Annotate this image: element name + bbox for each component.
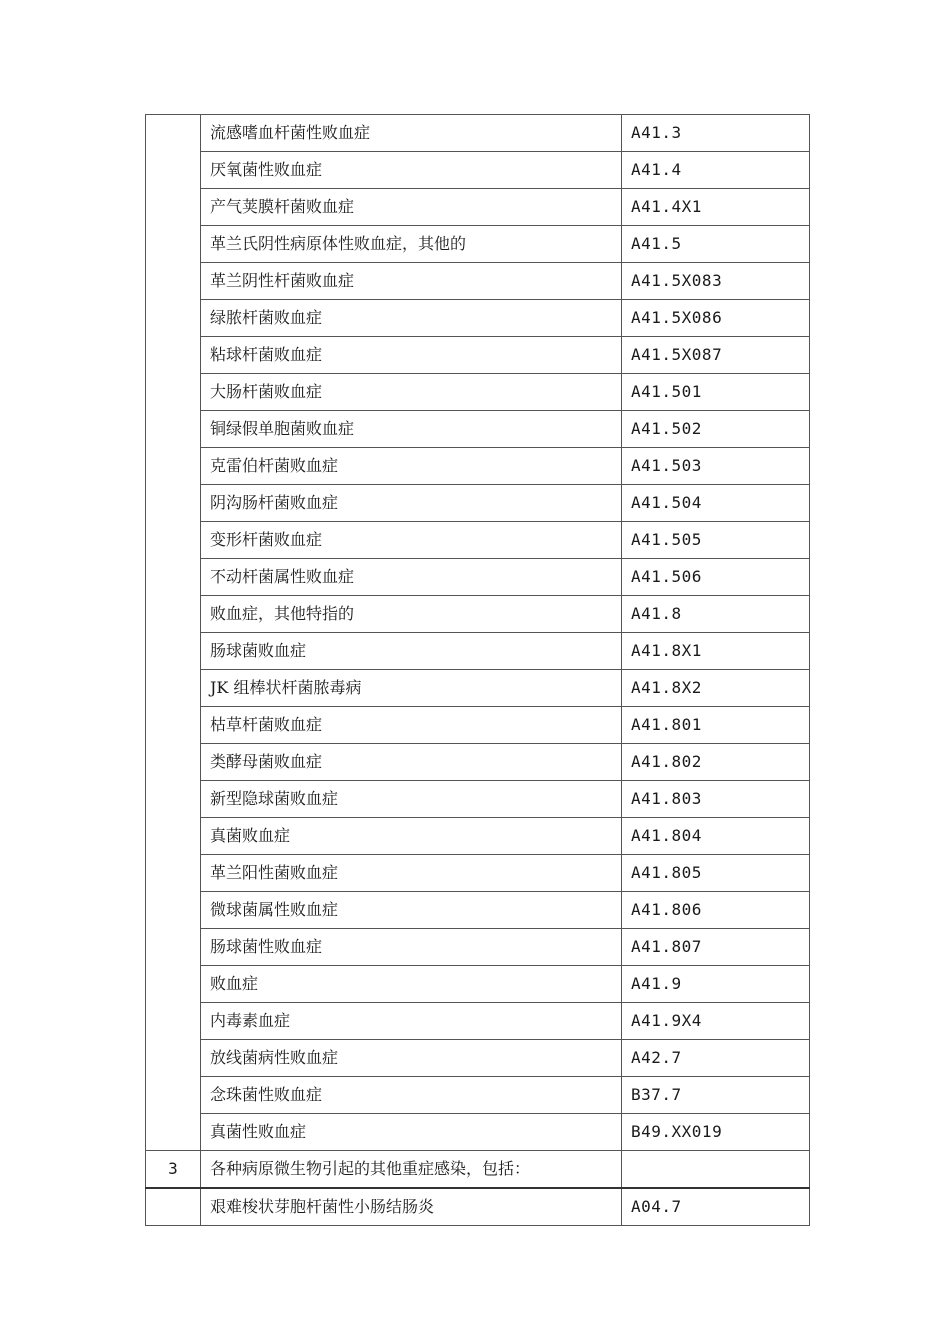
table-row xyxy=(146,226,810,263)
table-row xyxy=(146,818,810,855)
table-row xyxy=(146,966,810,1003)
diagnosis-code: A41.501 xyxy=(622,374,810,411)
table-row xyxy=(146,633,810,670)
diagnosis-code: A41.804 xyxy=(622,818,810,855)
diagnosis-code: A41.8X2 xyxy=(622,670,810,707)
table-row xyxy=(146,929,810,966)
item-number-cell xyxy=(146,1188,201,1226)
table-row xyxy=(146,300,810,337)
table-row xyxy=(146,152,810,189)
diagnosis-name: 类酵母菌败血症 xyxy=(201,744,622,781)
table-row xyxy=(146,892,810,929)
diagnosis-name: 铜绿假单胞菌败血症 xyxy=(201,411,622,448)
diagnosis-name: 厌氧菌性败血症 xyxy=(201,152,622,189)
diagnosis-code: A42.7 xyxy=(622,1040,810,1077)
table-row xyxy=(146,485,810,522)
diagnosis-code: A41.504 xyxy=(622,485,810,522)
diagnosis-name: 阴沟肠杆菌败血症 xyxy=(201,485,622,522)
diagnosis-code: A41.802 xyxy=(622,744,810,781)
section-code-empty xyxy=(622,1151,810,1189)
diagnosis-code: A41.505 xyxy=(622,522,810,559)
diagnosis-code: B49.XX019 xyxy=(622,1114,810,1151)
diagnosis-name: 新型隐球菌败血症 xyxy=(201,781,622,818)
table-row xyxy=(146,337,810,374)
table-body xyxy=(146,115,810,1226)
diagnosis-name: 艰难梭状芽胞杆菌性小肠结肠炎 xyxy=(201,1188,622,1226)
table-row xyxy=(146,596,810,633)
section-row xyxy=(146,1151,810,1189)
diagnosis-code: A41.807 xyxy=(622,929,810,966)
table-row xyxy=(146,1188,810,1226)
diagnosis-code-table xyxy=(145,114,810,1226)
table-row xyxy=(146,670,810,707)
diagnosis-code: A41.8 xyxy=(622,596,810,633)
diagnosis-code: A41.503 xyxy=(622,448,810,485)
table-row xyxy=(146,855,810,892)
diagnosis-name: 败血症，其他特指的 xyxy=(201,596,622,633)
diagnosis-code: A41.801 xyxy=(622,707,810,744)
diagnosis-code: A41.4X1 xyxy=(622,189,810,226)
table-row xyxy=(146,1040,810,1077)
table-row xyxy=(146,1077,810,1114)
diagnosis-code: A41.803 xyxy=(622,781,810,818)
diagnosis-code: A41.5 xyxy=(622,226,810,263)
diagnosis-name: 念珠菌性败血症 xyxy=(201,1077,622,1114)
diagnosis-name: 产气荚膜杆菌败血症 xyxy=(201,189,622,226)
diagnosis-name: JK 组棒状杆菌脓毒病 xyxy=(201,670,622,707)
diagnosis-name: 真菌性败血症 xyxy=(201,1114,622,1151)
diagnosis-code: A41.4 xyxy=(622,152,810,189)
table-row xyxy=(146,411,810,448)
diagnosis-code: A41.3 xyxy=(622,115,810,152)
table-row xyxy=(146,1003,810,1040)
table-row xyxy=(146,744,810,781)
table-row xyxy=(146,1114,810,1151)
diagnosis-name: 不动杆菌属性败血症 xyxy=(201,559,622,596)
table-row xyxy=(146,522,810,559)
table-row xyxy=(146,189,810,226)
diagnosis-name: 肠球菌性败血症 xyxy=(201,929,622,966)
diagnosis-code: A41.805 xyxy=(622,855,810,892)
diagnosis-name: 肠球菌败血症 xyxy=(201,633,622,670)
diagnosis-code: A41.5X086 xyxy=(622,300,810,337)
table-row xyxy=(146,781,810,818)
item-number-cell xyxy=(146,115,201,1151)
diagnosis-name: 变形杆菌败血症 xyxy=(201,522,622,559)
diagnosis-name: 革兰氏阴性病原体性败血症，其他的 xyxy=(201,226,622,263)
diagnosis-name: 绿脓杆菌败血症 xyxy=(201,300,622,337)
diagnosis-name: 内毒素血症 xyxy=(201,1003,622,1040)
table-row xyxy=(146,559,810,596)
diagnosis-name: 粘球杆菌败血症 xyxy=(201,337,622,374)
table-row xyxy=(146,115,810,152)
diagnosis-code: B37.7 xyxy=(622,1077,810,1114)
table-row xyxy=(146,707,810,744)
diagnosis-code: A41.5X087 xyxy=(622,337,810,374)
diagnosis-name: 大肠杆菌败血症 xyxy=(201,374,622,411)
section-title: 各种病原微生物引起的其他重症感染，包括： xyxy=(201,1151,622,1189)
table-row xyxy=(146,374,810,411)
diagnosis-code: A04.7 xyxy=(622,1188,810,1226)
diagnosis-name: 革兰阳性菌败血症 xyxy=(201,855,622,892)
diagnosis-code: A41.806 xyxy=(622,892,810,929)
diagnosis-name: 枯草杆菌败血症 xyxy=(201,707,622,744)
diagnosis-code: A41.502 xyxy=(622,411,810,448)
diagnosis-name: 克雷伯杆菌败血症 xyxy=(201,448,622,485)
diagnosis-code: A41.9 xyxy=(622,966,810,1003)
diagnosis-name: 流感嗜血杆菌性败血症 xyxy=(201,115,622,152)
diagnosis-name: 真菌败血症 xyxy=(201,818,622,855)
diagnosis-code: A41.9X4 xyxy=(622,1003,810,1040)
diagnosis-code: A41.5X083 xyxy=(622,263,810,300)
table-row xyxy=(146,263,810,300)
table-row xyxy=(146,448,810,485)
diagnosis-name: 革兰阴性杆菌败血症 xyxy=(201,263,622,300)
diagnosis-name: 放线菌病性败血症 xyxy=(201,1040,622,1077)
section-number: 3 xyxy=(146,1151,201,1189)
diagnosis-code: A41.8X1 xyxy=(622,633,810,670)
diagnosis-name: 微球菌属性败血症 xyxy=(201,892,622,929)
diagnosis-name: 败血症 xyxy=(201,966,622,1003)
diagnosis-code: A41.506 xyxy=(622,559,810,596)
